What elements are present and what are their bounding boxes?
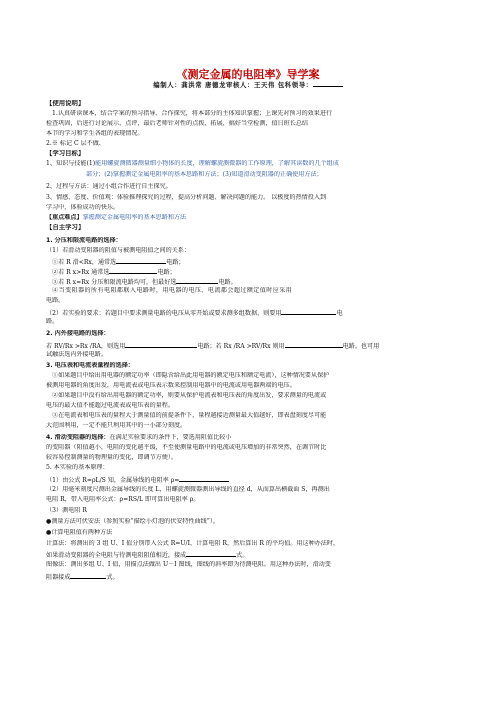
section-1-a: [52, 257, 458, 266]
section-4-line-3: 较容易控制测量的物理量的变化，即调节方便）。: [46, 454, 178, 461]
section-5-title: 5. 本实验的基本原理：: [46, 464, 109, 471]
text-5-8b: 式。: [236, 552, 249, 559]
blank-b: [109, 267, 157, 274]
section-4-title: [46, 434, 452, 441]
section-5-line-1: [46, 475, 452, 484]
goals-emotion-2: 学习中，体验成功的快乐。: [46, 204, 120, 211]
section-1-b: [52, 267, 458, 276]
section-5-line-9: 图像法：测出多组 U、I 值，用描点法做出 U－I 图线，图线的斜率即为待测电阻。用这种办法时，滑动变: [46, 561, 331, 568]
section-5-line-2: （2）用毫米刻度尺测出金属导线的长度 L，用螺旋测微器测出导线的直径 d，从而算出横截面 S，再测出: [46, 486, 330, 493]
section-5-line-5: ●测量方法可伏安法（参照实验“描绘小灯泡的伏安特性曲线”）。: [46, 518, 220, 525]
section-5-line-6: ●计算电阻值有两种方法: [46, 529, 113, 536]
text-5-10: 阻器接成: [46, 574, 71, 581]
byline: [0, 80, 496, 89]
text-2a: 若 RV/Rx >Rx /RA，则选用: [46, 343, 126, 350]
text-q2a: （2）若实验的要求：若题目中要求测量电路的电压从零开始或要求测多组数据，则要用: [46, 310, 282, 317]
text-5-10b: 式。: [106, 574, 119, 581]
section-2-line-1: [46, 341, 452, 350]
section-1-c: [52, 277, 458, 286]
section-3-line-5: ③在电流表和电压表的量程大于测量值的前提条件下，量程越接近测量最大值越好，即表盘刻度尽可能: [52, 412, 327, 419]
section-4-line-2: 的变阻器（阻值越小，电阻的变化越平缓，不至使测量电路中的电流或电压增加的非常突然，在调节时比: [46, 444, 327, 451]
section-3-line-4: 电压的最大值不能超过电流表或电压表的量程。: [46, 402, 174, 409]
section-1-title: 1. 分压和限流电路的选择：: [46, 237, 122, 244]
section-5-line-8: [46, 550, 452, 559]
text-5-1: （1）由公式 R=ρL/S 知，金属导线的电阻率 ρ=: [46, 477, 180, 484]
usage-line-2: 检查巩固，后进行讨论展示、点评，最后老师针对性的点拨、拓展，搞好当堂检测，值日班长总结: [46, 120, 309, 127]
usage-line-3: 本节的学习和学生各组的表现情况。: [46, 130, 144, 137]
section-2-line-2: 试触法选内外接电路。: [46, 351, 107, 358]
goals-process: 2、过程与方法：通过小组合作进行自主探究。: [46, 183, 172, 190]
blank-2a: [125, 341, 197, 348]
section-1-d1: ④当变阻器的所有电阻都联入电路时，用电器的电压、电流都会超过额定值时应采用: [52, 287, 293, 294]
text-a: ①若 R 滑<Rx，通常选: [52, 259, 117, 266]
blank-c: [176, 277, 218, 284]
text-2c: 电路。也可用: [342, 343, 380, 350]
usage-heading: 【使用说明】: [46, 100, 85, 107]
goals-knowledge-2: 部分；(2)掌握测定金属电阻率的基本思路和方法；(3)知道滑动变阻器的正确使用方法；: [86, 171, 323, 178]
section-3-line-2: 被测用电器的角度出发，用电流表或电压表示数来控制用电器中的电流或用电器两端的电压。: [46, 382, 296, 389]
leader-blank: [313, 80, 343, 87]
title-text: 《测定金属的电阻率》导学案: [176, 68, 320, 81]
section-3-line-6: 大范围利用，一定不能只利用其中的一小部分刻度。: [46, 422, 187, 429]
goals-knowledge-1: [46, 160, 452, 167]
goal-knowledge-prefix: 1、知识与技能(1): [46, 160, 96, 167]
text-q2b: 电: [336, 310, 343, 317]
goals-heading: 【学习目标】: [46, 150, 85, 157]
section-1-q2: [46, 308, 452, 317]
study-heading: 【自主学习】: [46, 224, 85, 231]
key-points-label: 【重点难点】: [46, 214, 83, 221]
section-1-q2-end: 路。: [46, 318, 59, 325]
goal-knowledge-text-1: 能用螺旋测微器测量细小物体的长度，理解螺旋测微器的工作原理，了解其读数的几个组成: [95, 160, 339, 167]
section-3-title: 3. 电压表和电流表量程的选择：: [46, 362, 134, 369]
blank-q2: [281, 308, 336, 315]
section-5-line-10: [46, 572, 452, 581]
section-5-line-3: 电阻 R，带入电阻率公式：ρ=RS/L 即可算出电阻率 ρ。: [46, 496, 200, 503]
section-1-d2: 电路。: [46, 297, 65, 304]
section-3-line-3: ②如果题目中没有给出用电器的额定功率，则要从保护电流表和电压表的角度出发，要求测量的电流或: [52, 392, 327, 399]
section-2-title: 2. 内外接电路的选择：: [46, 330, 110, 337]
section-4-label: 4. 滑动变阻器的选择：: [46, 434, 110, 441]
usage-line-1: 1.认真研读课本，结合学案的预习指导、合作探究，将本部分的主体知识掌握；上课先对预习的效果进行: [52, 110, 333, 117]
section-4-text: 在满足实验要求的条件下，要选用阻值比较小: [109, 434, 232, 441]
text-5-8: 如果滑动变阻器的全电阻与待测电阻阻值相近，接成: [46, 552, 187, 559]
blank-graph: [70, 572, 106, 579]
text-b2: 电路；: [157, 269, 176, 276]
blank-rho: [179, 475, 229, 482]
blank-2b: [285, 341, 343, 348]
section-1-q1: （1）若滑动变阻器的阻值与被测电阻值之间的关系：: [46, 247, 191, 254]
key-points-text: 掌握测定金属电阻率的基本思路和方法: [82, 214, 187, 221]
blank-a: [116, 257, 166, 264]
blank-calc: [186, 550, 236, 557]
section-5-line-7: 计算法：将测出的 3 组 U、I 值分别带入公式 R=U/I，计算电阻 R，然后算出 R 的平均值。用这种办法时，: [46, 540, 340, 547]
text-c: ③若 R x≈Rx 分压和限流电路均可，但最好选: [52, 279, 177, 286]
text-b: ②若 R x>Rx 通常选: [52, 269, 110, 276]
key-points: [46, 214, 452, 221]
byline-text: 编制人：龚洪常 唐德龙审核人：王天伟 包科领导：: [153, 81, 313, 89]
goals-emotion-1: 3、情感、态度、价值观：体验推理探究的过程，提高分析问题、解决问题的能力。 以极度的热情投入到: [46, 194, 327, 201]
text-a2: 电路；: [166, 259, 185, 266]
section-3-line-1: ①如果题目中给出用电器的额定功率（即隐含给出此用电器的额定电压和额定电流），这种情况要从保护: [52, 372, 330, 379]
section-5-line-4: （3）测电阻 R: [46, 507, 87, 514]
text-c2: 电路。: [218, 279, 237, 286]
usage-line-4: 2.※ 标记 C 层不做.: [46, 140, 101, 147]
text-2b: 电路；若 Rx /RA >RV/Rx 则用: [197, 343, 285, 350]
